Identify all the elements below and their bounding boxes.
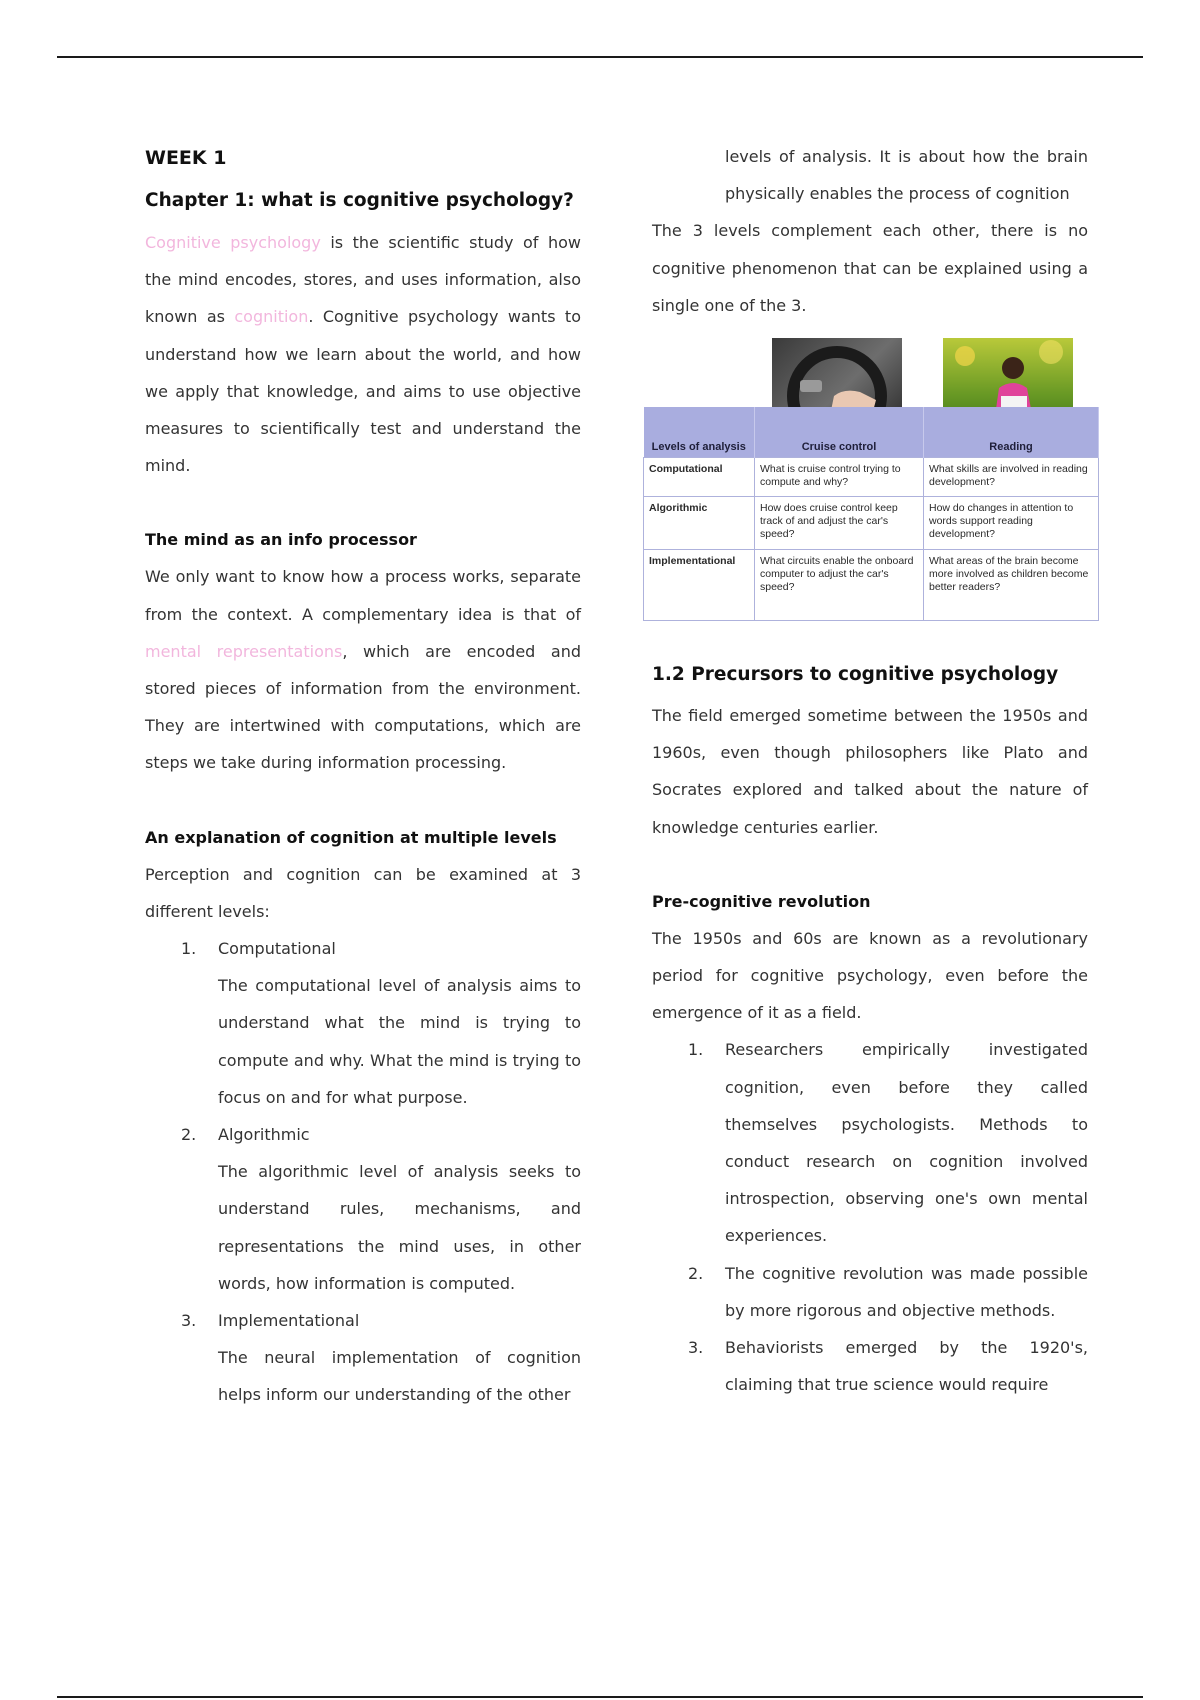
pre-revolution-heading: Pre-cognitive revolution (652, 891, 871, 911)
table-cell: Implementational (644, 550, 755, 621)
list-number: 2. (181, 1125, 197, 1145)
table-cell: How does cruise control keep track of and adjust the car's speed? (755, 497, 924, 550)
table-cell: What is cruise control trying to compute and why? (755, 458, 924, 497)
table-row (644, 550, 1099, 621)
list-item (652, 1255, 1088, 1329)
table-cell: What skills are involved in reading development? (924, 458, 1099, 497)
level-description: The neural implementation of cognition helps inform our understanding of the other (218, 1348, 581, 1405)
revolution-list (652, 1031, 1088, 1403)
list-item (145, 1302, 581, 1414)
list-item (652, 1329, 1088, 1403)
list-number: 1. (688, 1040, 704, 1060)
info-processor-paragraph (145, 558, 581, 781)
level-title: Algorithmic (218, 1125, 310, 1145)
table-cell: How do changes in attention to words support reading development? (924, 497, 1099, 550)
intro-text-2: . Cognitive psychology wants to understand how we learn about the world, and how we apply that knowledge, and aims to use objective measures to scientifically test and understand the mind. (145, 307, 581, 476)
info-text-2: , which are encoded and stored pieces of information from the environment. They are intertwined with computations, which are steps we take during information processing. (145, 641, 581, 773)
intro-paragraph (145, 224, 581, 484)
table-cell: Computational (644, 458, 755, 497)
list-item-text: Behaviorists emerged by the 1920's, claiming that true science would require (725, 1338, 1088, 1395)
term-cognition: cognition (234, 307, 309, 327)
table-cell: What areas of the brain become more involved as children become better readers? (924, 550, 1099, 621)
table-header: Levels of analysis (644, 407, 755, 458)
levels-table (643, 407, 1099, 621)
info-processor-heading: The mind as an info processor (145, 530, 417, 550)
levels-intro: Perception and cognition can be examined at 3 different levels: (145, 864, 581, 921)
list-item (145, 1116, 581, 1302)
info-text-1: We only want to know how a process works, separate from the context. A complementary idea is that of (145, 567, 581, 624)
table-row (644, 458, 1099, 497)
pre-revolution-intro: The 1950s and 60s are known as a revolutionary period for cognitive psychology, even before the emergence of it as a field. (652, 928, 1088, 1023)
precursors-heading: 1.2 Precursors to cognitive psychology (652, 664, 1059, 686)
bottom-rule (57, 1696, 1143, 1698)
level-title: Computational (218, 939, 336, 959)
levels-heading: An explanation of cognition at multiple levels (145, 827, 557, 847)
list-number: 3. (688, 1338, 704, 1358)
table-cell: What circuits enable the onboard computer to adjust the car's speed? (755, 550, 924, 621)
table-row (644, 497, 1099, 550)
list-item (145, 930, 581, 1116)
chapter-title: Chapter 1: what is cognitive psychology? (145, 190, 574, 211)
list-item-text: Researchers empirically investigated cognition, even before they called themselves psychologists. Methods to conduct research on cognition involved introspection, observing one's own mental experiences. (725, 1040, 1088, 1246)
table-cell: Algorithmic (644, 497, 755, 550)
list-number: 1. (181, 939, 197, 959)
implementational-continuation: levels of analysis. It is about how the brain physically enables the process of cognition (725, 147, 1088, 204)
top-rule (57, 56, 1143, 58)
level-title: Implementational (218, 1311, 360, 1331)
list-number: 2. (688, 1263, 704, 1283)
intro-text-1: is the scientific study of how the mind encodes, stores, and uses information, also known as (145, 233, 581, 327)
list-number: 3. (181, 1311, 197, 1331)
left-column (145, 138, 581, 1414)
precursors-paragraph: The field emerged sometime between the 1950s and 1960s, even though philosophers like Plato and Socrates explored and talked about the nature of knowledge centuries earlier. (652, 706, 1088, 837)
right-column (649, 138, 1089, 1403)
term-cognitive-psychology: Cognitive psychology (145, 233, 321, 252)
level-description: The computational level of analysis aims to understand what the mind is trying to compute and why. What the mind is trying to focus on and for what purpose. (218, 976, 581, 1107)
list-item-text: The cognitive revolution was made possible by more rigorous and objective methods. (725, 1263, 1088, 1320)
list-item (652, 1031, 1088, 1254)
complement-paragraph: The 3 levels complement each other, there is no cognitive phenomenon that can be explained using a single one of the 3. (652, 221, 1088, 315)
table-header: Cruise control (755, 407, 924, 458)
term-mental-representations: mental representations (145, 641, 343, 661)
levels-figure (643, 338, 1099, 625)
week-label: WEEK 1 (145, 147, 227, 169)
table-header: Reading (924, 407, 1099, 458)
levels-list (145, 930, 581, 1414)
level-description: The algorithmic level of analysis seeks to understand rules, mechanisms, and representations the mind uses, in other words, how information is computed. (218, 1162, 581, 1293)
